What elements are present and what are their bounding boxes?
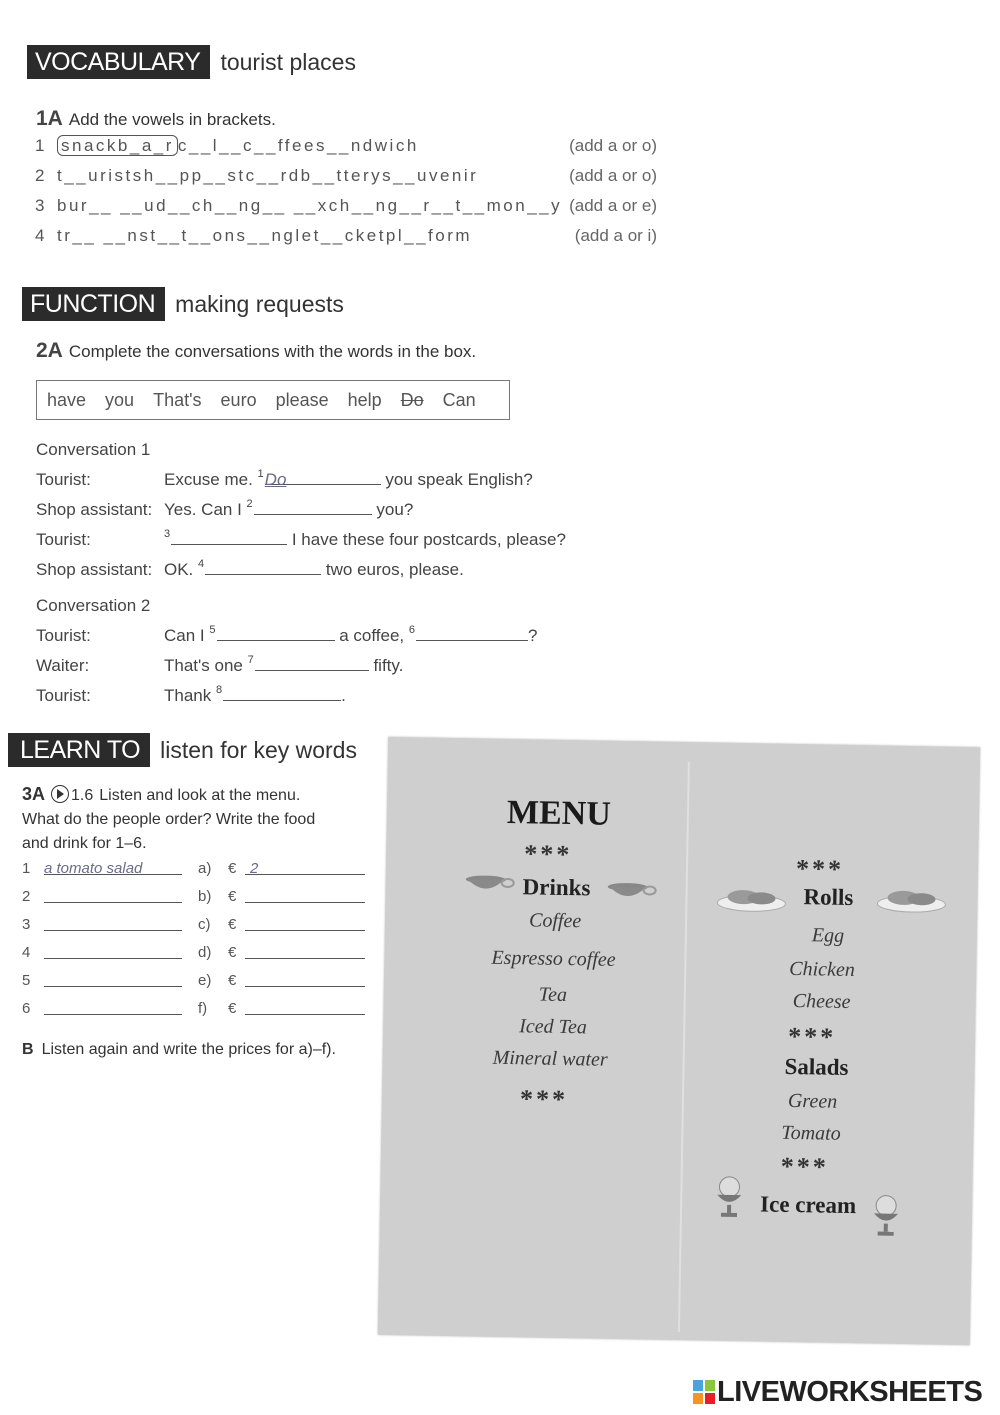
bread-roll-icon [715,885,787,914]
price-input-f[interactable] [245,1014,365,1015]
exercise-number: B [22,1041,34,1058]
price-letter: f) [198,1000,208,1017]
conv1-line-2 [36,500,636,520]
menu-title: MENU [506,793,612,833]
menu-item: Espresso coffee [491,946,616,971]
food-input-5[interactable] [44,986,182,987]
menu-item: Coffee [528,909,582,933]
function-section-header [22,287,344,321]
answer-row-1 [22,860,367,880]
box-word: help [347,389,382,410]
line-text: That's one [164,656,243,675]
gap-3-input[interactable] [171,530,287,545]
vocabulary-section-header [27,45,356,79]
line-text: Thank [164,686,212,705]
gap-1-answer[interactable]: Do [265,470,381,485]
vowel-hint: (add a or i) [574,226,657,245]
gap-6-input[interactable] [416,626,528,641]
ice-cream-icon [713,1175,746,1222]
line-text: fifty. [373,656,404,675]
conversation-1-title: Conversation 1 [36,440,151,459]
price-letter: a) [198,860,212,877]
euro-sign: € [228,916,237,933]
section-label: VOCABULARY [27,45,210,79]
price-letter: d) [198,944,212,961]
salads-heading: Salads [784,1053,849,1080]
line-text: you speak English? [385,470,533,489]
vowel-hint: (add a or o) [569,136,657,155]
price-input-d[interactable] [245,958,365,959]
play-audio-icon[interactable] [51,785,69,803]
rolls-heading: Rolls [803,884,854,911]
price-input-e[interactable] [245,986,365,987]
ice-cream-icon [870,1193,903,1240]
euro-sign: € [228,860,237,877]
gap-number: 7 [247,654,254,666]
word-string[interactable]: c__l__c__ffees__ndwich [177,136,419,155]
exercise-3a-instructions [22,782,382,856]
food-input-6[interactable] [44,1014,182,1015]
box-word-used: Do [400,389,424,410]
price-letter: e) [198,972,212,989]
menu-item: Cheese [792,989,851,1013]
line-text: you? [376,500,414,519]
speaker: Tourist: [36,530,91,549]
food-input-4[interactable] [44,958,182,959]
instruction-line: What do the people order? Write the food [22,811,316,828]
circled-answer: snackb_a_r [57,135,178,156]
section-label: LEARN TO [8,733,150,767]
line-text: Yes. Can I [164,500,242,519]
exercise-number: 3A [22,784,46,804]
conv2-line-2 [36,656,636,676]
menu-card [378,737,980,1345]
liveworksheets-logo[interactable] [693,1376,982,1409]
vocab-row-3 [35,196,657,216]
drinks-heading: Drinks [522,874,591,901]
menu-item: Mineral water [492,1046,608,1071]
row-number: 5 [22,972,31,989]
bread-roll-icon [875,885,947,914]
price-letter: b) [198,888,212,905]
box-word: have [47,389,87,410]
answer-row-5 [22,972,367,992]
word-string[interactable]: t__uristsh__pp__stc__rdb__tterys__uvenir [57,166,479,185]
food-answer-1[interactable]: a tomato salad [44,860,143,877]
word-string[interactable]: bur__ __ud__ch__ng__ __xch__ng__r__t__mon__y [57,196,563,215]
menu-item: Chicken [789,957,855,982]
box-word: euro [220,389,257,410]
answer-row-2 [22,888,367,908]
instruction-line: Listen and look at the menu. [99,787,301,804]
exercise-number: 2A [36,339,63,362]
track-number: 1.6 [71,787,94,804]
vowel-hint: (add a or e) [569,196,657,215]
food-line [44,874,182,875]
ice-cream-heading: Ice cream [759,1191,857,1219]
speaker: Waiter: [36,656,90,675]
menu-item: Green [787,1089,838,1113]
word-box [36,380,510,420]
gap-number: 1 [257,468,264,480]
exercise-3b-instruction [22,1041,336,1059]
row-number: 4 [35,226,45,245]
conv2-line-1 [36,626,636,646]
line-text: OK. [164,560,194,579]
line-text: I have these four postcards, please? [291,530,566,549]
gap-4-input[interactable] [205,560,321,575]
gap-number: 5 [209,624,216,636]
stars-divider: *** [795,854,845,884]
box-word: you [105,389,135,410]
vocab-row-4 [35,226,657,246]
gap-number: 3 [164,528,171,540]
stars-divider: *** [780,1151,830,1182]
box-word: please [275,389,329,410]
row-number: 1 [35,136,45,155]
liveworksheets-logo-icon [693,1380,715,1404]
section-label: FUNCTION [22,287,165,321]
row-number: 6 [22,1000,31,1017]
price-input-b[interactable] [245,902,365,903]
speaker: Tourist: [36,470,91,489]
line-text: two euros, please. [325,560,464,579]
answer-row-4 [22,944,367,964]
conversation-2-title: Conversation 2 [36,596,151,615]
line-text: . [341,686,346,705]
coffee-cup-icon [464,873,516,896]
exercise-number: 1A [36,107,63,130]
answer-row-6 [22,1000,367,1020]
brand-name: LIVEWORKSHEETS [717,1376,983,1408]
vocab-row-2 [35,166,657,186]
gap-2-input[interactable] [254,500,372,515]
line-text: a coffee, [339,626,405,645]
menu-fold [678,762,690,1332]
coffee-cup-icon [605,881,657,904]
euro-sign: € [228,944,237,961]
price-answer-a[interactable]: 2 [250,860,259,877]
speaker: Shop assistant: [36,500,153,519]
vocab-row-1 [35,136,657,156]
euro-sign: € [228,888,237,905]
speaker: Tourist: [36,626,91,645]
section-subtitle: tourist places [220,48,356,75]
box-word: Can [442,389,476,410]
price-line [245,874,365,875]
speaker: Tourist: [36,686,91,705]
conv1-line-4 [36,560,636,580]
gap-number: 4 [198,558,205,570]
exercise-1a-title [36,107,276,131]
conv1-line-3 [36,530,636,550]
gap-8-input[interactable] [223,686,341,701]
box-word: That's [153,389,202,410]
food-input-2[interactable] [44,902,182,903]
food-input-3[interactable] [44,930,182,931]
line-text: Can I [164,626,205,645]
stars-divider: *** [787,1021,837,1052]
line-text: Excuse me. [164,470,253,489]
row-number: 2 [35,166,45,185]
row-number: 3 [35,196,45,215]
answer-row-3 [22,916,367,936]
euro-sign: € [228,972,237,989]
section-subtitle: making requests [175,290,344,317]
conv2-line-3 [36,686,636,706]
menu-item: Iced Tea [519,1015,587,1039]
learn-to-section-header [8,733,357,767]
menu-item: Tomato [781,1121,841,1145]
vowel-hint: (add a or o) [569,166,657,185]
exercise-instruction: Complete the conversations with the words in the box. [68,342,477,361]
gap-7-input[interactable] [255,656,369,671]
row-number: 1 [22,860,31,877]
exercise-2a-title [36,339,476,363]
gap-number: 2 [246,498,253,510]
price-input-c[interactable] [245,930,365,931]
row-number: 3 [22,916,31,933]
euro-sign: € [228,1000,237,1017]
gap-5-input[interactable] [217,626,335,641]
menu-item: Egg [811,924,845,947]
exercise-instruction: Add the vowels in brackets. [68,110,276,129]
conv1-line-1 [36,470,636,490]
speaker: Shop assistant: [36,560,153,579]
menu-item: Tea [538,983,568,1007]
section-subtitle: listen for key words [160,736,357,763]
stars-divider: *** [523,839,573,870]
instruction-line: Listen again and write the prices for a)–f). [41,1041,336,1058]
line-text: ? [528,626,538,645]
stars-divider: *** [519,1084,569,1115]
gap-number: 8 [215,684,223,696]
word-string[interactable]: tr__ __nst__t__ons__nglet__cketpl__form [57,226,473,245]
price-letter: c) [198,916,211,933]
gap-number: 6 [408,624,415,636]
row-number: 2 [22,888,31,905]
instruction-line: and drink for 1–6. [22,835,147,852]
row-number: 4 [22,944,31,961]
